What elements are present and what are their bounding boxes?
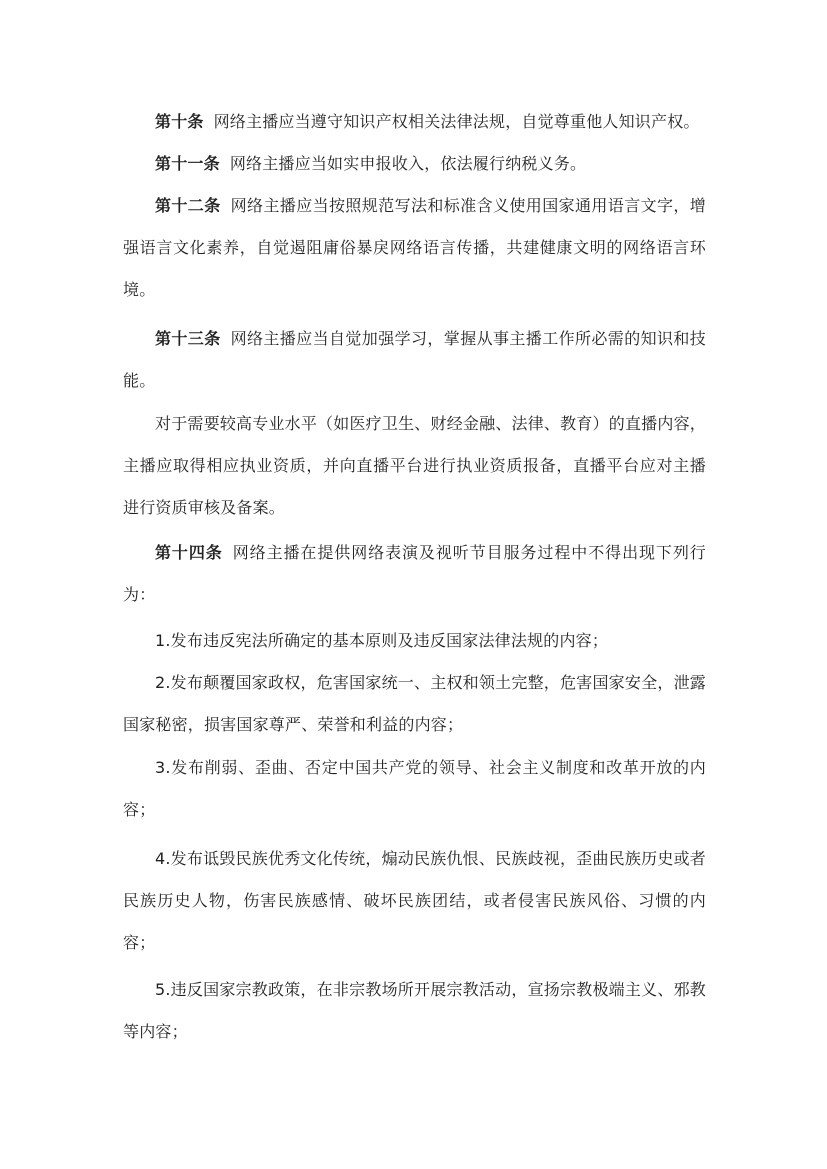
list-item-text: 5.违反国家宗教政策，在非宗教场所开展宗教活动，宣扬宗教极端主义、邪教等内容；: [123, 980, 706, 1041]
paragraph-article-10: [123, 101, 706, 143]
paragraph-article-13: [123, 318, 706, 402]
paragraph-text: 网络主播在提供网络表演及视听节目服务过程中不得出现下列行为：: [123, 543, 706, 604]
paragraph-text: 网络主播应当自觉加强学习，掌握从事主播工作所必需的知识和技能。: [123, 329, 706, 390]
list-item-text: 1.发布违反宪法所确定的基本原则及违反国家法律法规的内容；: [155, 631, 609, 650]
paragraph-article-12: [123, 185, 706, 311]
paragraph-text: 网络主播应当遵守知识产权相关法律法规，自觉尊重他人知识产权。: [213, 112, 700, 131]
article-number: 第十三条: [155, 329, 221, 348]
paragraph-article-13-continued: [123, 403, 706, 529]
article-number: 第十四条: [155, 543, 223, 562]
paragraph-article-14: [123, 532, 706, 616]
list-item-4: [123, 838, 706, 964]
list-item-text: 3.发布削弱、歪曲、否定中国共产党的领导、社会主义制度和改革开放的内容；: [123, 758, 706, 819]
paragraph-text: 对于需要较高专业水平（如医疗卫生、财经金融、法律、教育）的直播内容，主播应取得相应执业资质，并向直播平台进行执业资质报备，直播平台应对主播进行资质审核及备案。: [123, 414, 706, 517]
list-item-5: [123, 969, 706, 1053]
paragraph-text: 网络主播应当如实申报收入，依法履行纳税义务。: [229, 154, 587, 173]
paragraph-text: 网络主播应当按照规范写法和标准含义使用国家通用语言文字，增强语言文化素养，自觉遏阻庸俗暴戾网络语言传播，共建健康文明的网络语言环境。: [123, 196, 706, 299]
article-number: 第十二条: [155, 196, 221, 215]
list-item-3: [123, 747, 706, 831]
article-number: 第十条: [155, 112, 204, 131]
list-item-text: 4.发布诋毁民族优秀文化传统，煽动民族仇恨、民族歧视，歪曲民族历史或者民族历史人物，伤害民族感情、破坏民族团结，或者侵害民族风俗、习惯的内容；: [123, 849, 706, 952]
list-item-text: 2.发布颠覆国家政权，危害国家统一、主权和领土完整，危害国家安全，泄露国家秘密，损害国家尊严、荣誉和利益的内容；: [123, 673, 706, 734]
paragraph-article-11: [123, 143, 706, 185]
list-item-2: [123, 662, 706, 746]
list-item-1: [123, 620, 706, 662]
article-number: 第十一条: [155, 154, 220, 173]
